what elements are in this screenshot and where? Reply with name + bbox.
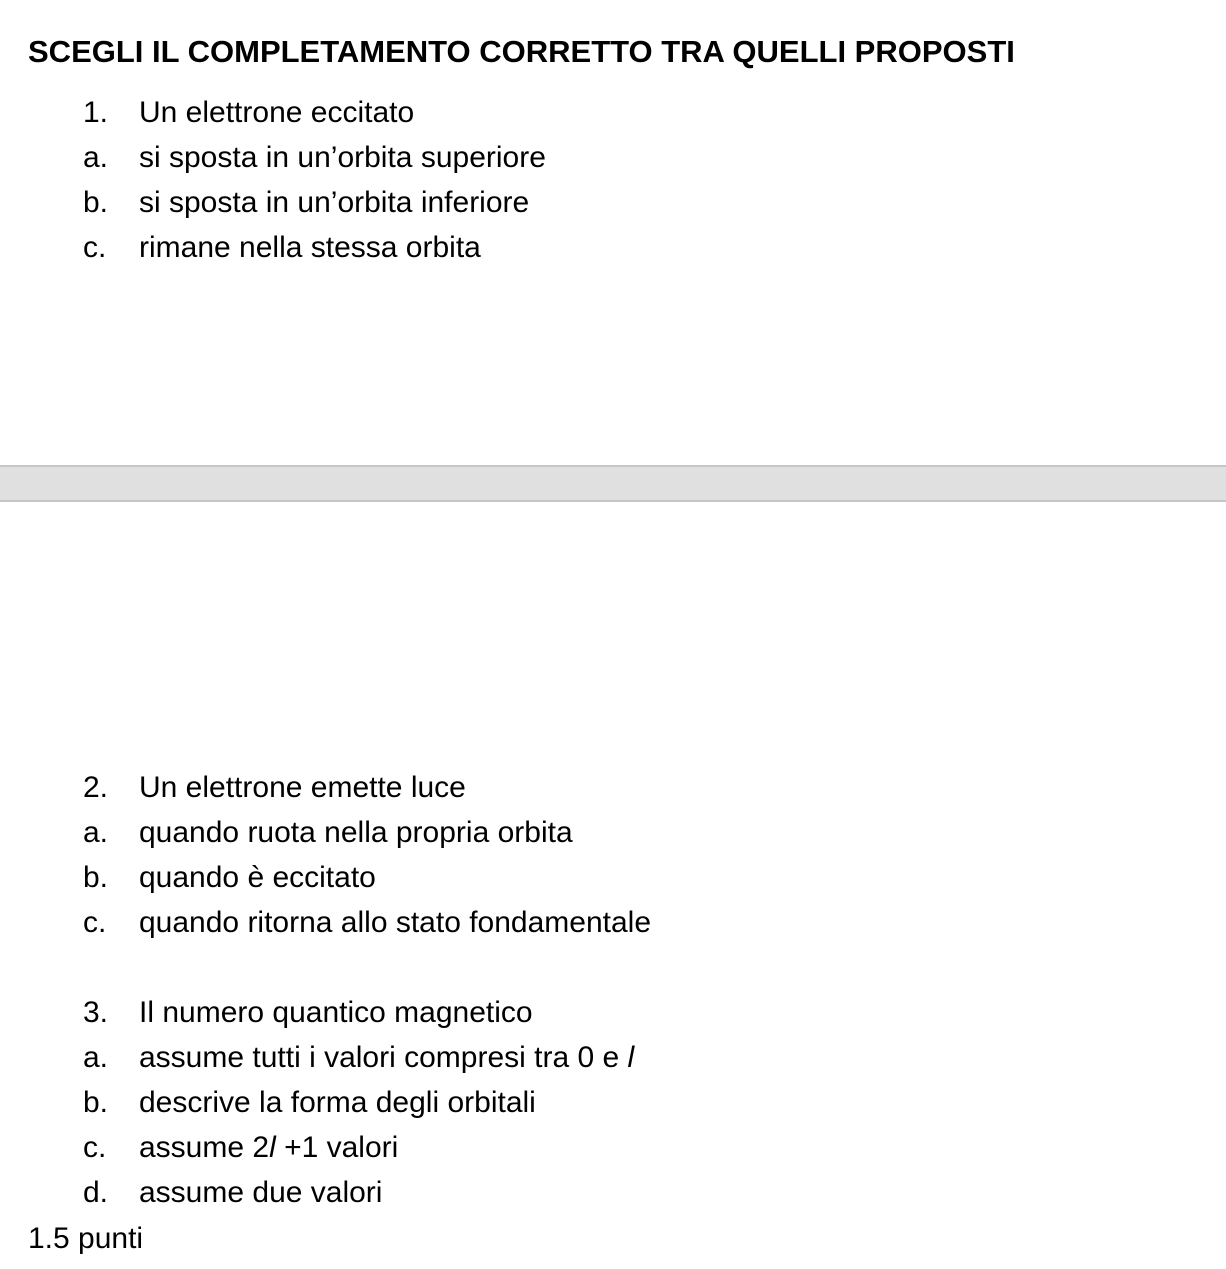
option-text: rimane nella stessa orbita [139, 231, 481, 264]
page-break-divider [0, 465, 1226, 502]
option-marker: a. [83, 816, 109, 849]
option-1b[interactable] [0, 180, 1226, 225]
option-3b[interactable] [0, 1080, 1226, 1125]
option-text: si sposta in un’orbita inferiore [139, 186, 530, 219]
question-3-stem [0, 990, 1226, 1035]
option-marker: c. [83, 231, 107, 264]
question-number: 1. [83, 96, 109, 129]
option-text-before: assume tutti i valori compresi tra 0 e [139, 1041, 628, 1074]
question-number: 3. [83, 996, 109, 1029]
option-marker: c. [83, 1131, 107, 1164]
option-text [139, 1035, 634, 1080]
question-2-stem [0, 765, 1226, 810]
option-text: quando ruota nella propria orbita [139, 816, 573, 849]
option-text-after: +1 valori [275, 1131, 399, 1164]
question-text: Un elettrone eccitato [139, 96, 415, 129]
option-2a[interactable] [0, 810, 1226, 855]
option-1c[interactable] [0, 225, 1226, 270]
option-text: assume due valori [139, 1176, 383, 1209]
variable-l: l [627, 1041, 635, 1074]
option-3c[interactable] [0, 1125, 1226, 1170]
page-title: SCEGLI IL COMPLETAMENTO CORRETTO TRA QUELLI PROPOSTI [28, 34, 1015, 69]
option-marker: a. [83, 141, 109, 174]
question-text: Un elettrone emette luce [139, 771, 466, 804]
question-1-stem [0, 90, 1226, 135]
variable-l: l [269, 1131, 276, 1164]
option-marker: b. [83, 186, 109, 219]
option-text: quando ritorna allo stato fondamentale [139, 906, 652, 939]
option-text-before: assume 2 [139, 1131, 270, 1164]
option-marker: a. [83, 1041, 109, 1074]
option-marker: d. [83, 1176, 109, 1209]
option-marker: b. [83, 1086, 109, 1119]
option-marker: c. [83, 906, 107, 939]
option-2c[interactable] [0, 900, 1226, 945]
option-3d[interactable] [0, 1170, 1226, 1215]
option-text: descrive la forma degli orbitali [139, 1086, 536, 1119]
option-2b[interactable] [0, 855, 1226, 900]
option-text: si sposta in un’orbita superiore [139, 141, 546, 174]
option-3a[interactable] [0, 1035, 1226, 1080]
option-marker: b. [83, 861, 109, 894]
option-text [139, 1125, 398, 1170]
question-number: 2. [83, 771, 109, 804]
points-label: 1.5 punti [28, 1222, 144, 1255]
option-1a[interactable] [0, 135, 1226, 180]
option-text: quando è eccitato [139, 861, 376, 894]
question-text: Il numero quantico magnetico [139, 996, 533, 1029]
